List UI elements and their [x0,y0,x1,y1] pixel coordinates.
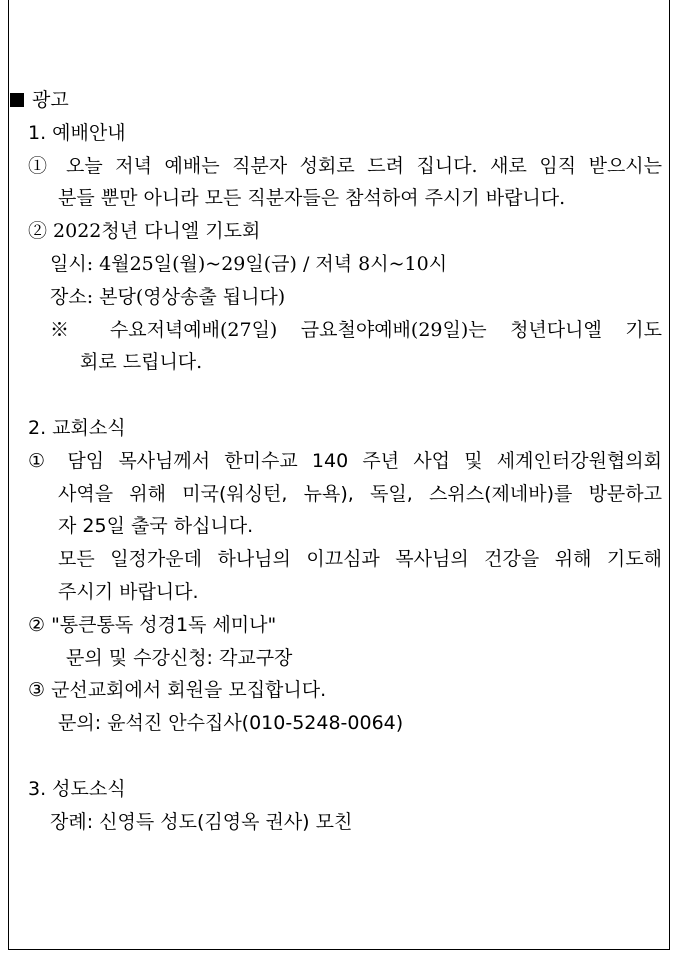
worship-item-1-cont: 분들 뿐만 아니라 모든 직분자들은 참석하여 주시기 바랍니다. [58,187,566,210]
member-news-funeral: 장례: 신영득 성도(김영옥 권사) 모친 [50,810,353,833]
section-title: 광고 [10,84,662,117]
heading-worship: 1. 예배안내 [28,121,126,144]
spacer [10,379,662,412]
news-item-1-cont-3: 모든 일정가운데 하나님의 이끄심과 목사님의 건강을 위해 기도해 [58,548,662,571]
worship-item-1: ① 오늘 저녁 예배는 직분자 성회로 드려 집니다. 새로 임직 받으시는 [28,154,662,177]
worship-date: 일시: 4월25일(월)~29일(금) / 저녁 8시~10시 [50,252,448,275]
news-item-1-cont-1: 사역을 위해 미국(워싱턴, 뉴욕), 독일, 스위스(제네바)를 방문하고 [58,482,662,505]
black-square-icon [10,93,24,107]
news-item-2-contact: 문의 및 수강신청: 각교구장 [66,646,293,669]
news-item-2: ② "통큰통독 성경1독 세미나" [28,613,277,636]
worship-place: 장소: 본당(영상송출 됩니다) [50,285,286,308]
news-item-1: ① 담임 목사님께서 한미수교 140 주년 사업 및 세계인터강원협의회 [28,449,662,472]
worship-item-2: ② 2022청년 다니엘 기도회 [28,220,261,243]
worship-note-cont: 회로 드립니다. [80,351,203,374]
heading-church-news: 2. 교회소식 [28,416,126,439]
announcements [10,84,662,838]
heading-member-news: 3. 성도소식 [28,777,126,800]
news-item-3-contact: 문의: 윤석진 안수집사(010-5248-0064) [58,712,404,735]
news-item-1-cont-4: 주시기 바랍니다. [58,580,199,603]
spacer [10,740,662,773]
worship-note: ※ 수요저녁예배(27일) 금요철야예배(29일)는 청년다니엘 기도 [50,318,662,341]
news-item-3: ③ 군선교회에서 회원을 모집합니다. [28,679,327,702]
news-item-1-cont-2: 자 25일 출국 하십니다. [58,515,254,538]
